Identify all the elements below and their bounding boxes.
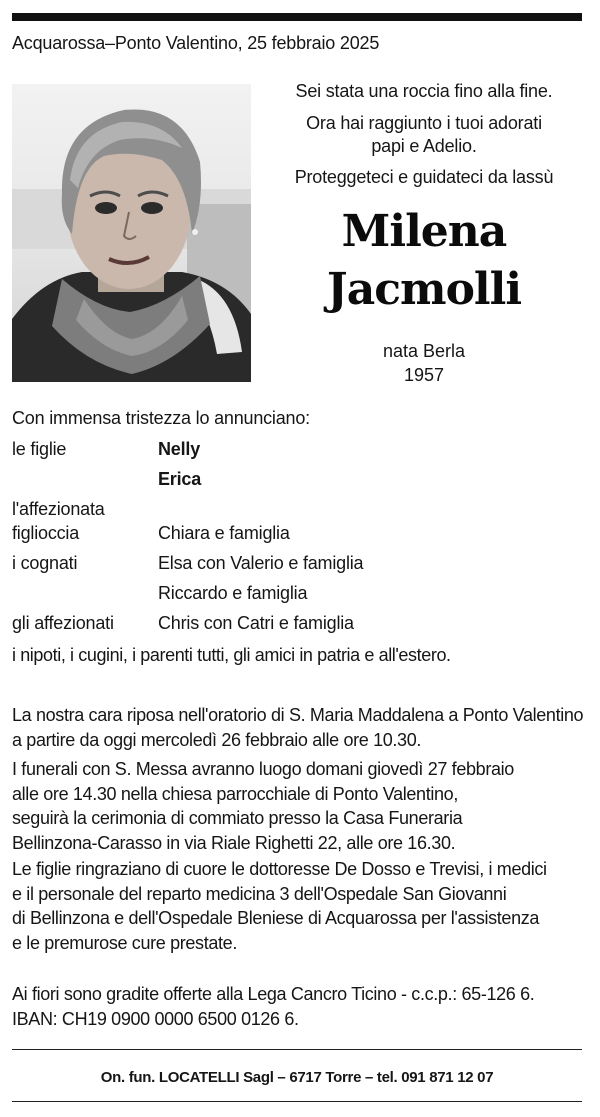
last-name: Jacmolli	[326, 264, 522, 315]
wake-notice: La nostra cara riposa nell'oratorio di S. Maria Maddalena a Ponto Valentino a partire da oggi mercoledì 26 febbraio alle ore 10.30.	[12, 705, 584, 750]
funeral-line: Bellinzona-Carasso in via Riale Righetti 22, alle ore 16.30.	[12, 832, 456, 853]
thanks-line: e le premurose cure prestate.	[12, 932, 237, 953]
portrait-photo	[12, 84, 251, 382]
mourners-intro: Con immensa tristezza lo annunciano:	[12, 408, 310, 428]
mourner-name: Chiara e famiglia	[158, 523, 290, 543]
mourner-name: Chris con Catri e famiglia	[158, 613, 354, 633]
footer-company: LOCATELLI Sagl	[158, 1069, 274, 1086]
thanks-line: Le figlie ringraziano di cuore le dottoresse De Dosso e Trevisi, i medici	[12, 859, 547, 879]
verse-line-2	[262, 112, 586, 158]
verse-line-1: Sei stata una roccia fino alla fine.	[295, 81, 553, 101]
verse-line-2b: papi e Adelio.	[371, 136, 477, 156]
birth-year: 1957	[403, 365, 445, 385]
relation-label: i cognati	[12, 553, 78, 573]
mourner-name: Erica	[158, 469, 202, 489]
thanks-line: e il personale del reparto medicina 3 dell'Ospedale San Giovanni	[12, 883, 507, 904]
relation-label: figlioccia	[12, 523, 80, 543]
flowers-line: IBAN: CH19 0900 0000 6500 0126 6.	[12, 1008, 299, 1029]
first-name: Milena	[341, 206, 507, 257]
relation-label: le figlie	[12, 439, 67, 459]
footer-bottom-rule	[12, 1101, 582, 1102]
mourners-closing: i nipoti, i cugini, i parenti tutti, gli amici in patria e all'estero.	[12, 645, 451, 665]
thanks-line: di Bellinzona e dell'Ospedale Bleniese di Acquarossa per l'assistenza	[12, 908, 540, 928]
dateline: Acquarossa–Ponto Valentino, 25 febbraio 2025	[12, 33, 380, 53]
flowers-line: Ai fiori sono gradite offerte alla Lega Cancro Ticino - c.c.p.: 65-126 6.	[12, 984, 535, 1004]
funeral-line: seguirà la cerimonia di commiato presso la Casa Funeraria	[12, 808, 463, 828]
mourner-name: Riccardo e famiglia	[158, 583, 308, 603]
portrait-photo-icon	[12, 84, 251, 382]
relation-label: l'affezionata	[12, 499, 105, 519]
flowers-notice	[12, 982, 587, 1031]
footer-prefix: On. fun.	[100, 1069, 159, 1086]
mourner-name: Nelly	[158, 439, 201, 459]
relation-label: gli affezionati	[12, 613, 114, 633]
birth-name: nata Berla	[382, 341, 466, 361]
footer-details: – 6717 Torre – tel. 091 871 12 07	[273, 1069, 494, 1086]
funeral-line: alle ore 14.30 nella chiesa parrocchiale di Ponto Valentino,	[12, 783, 458, 804]
top-rule	[12, 13, 582, 21]
footer-top-rule	[12, 1049, 582, 1050]
verse-line-2a: Ora hai raggiunto i tuoi adorati	[306, 113, 542, 133]
verse-line-3: Proteggeteci e guidateci da lassù	[294, 167, 554, 187]
funeral-home-footer	[12, 1069, 582, 1086]
funeral-notice	[12, 757, 587, 855]
thanks-notice	[12, 857, 587, 955]
mourner-name: Elsa con Valerio e famiglia	[158, 553, 364, 573]
funeral-line: I funerali con S. Messa avranno luogo domani giovedì 27 febbraio	[12, 759, 514, 779]
